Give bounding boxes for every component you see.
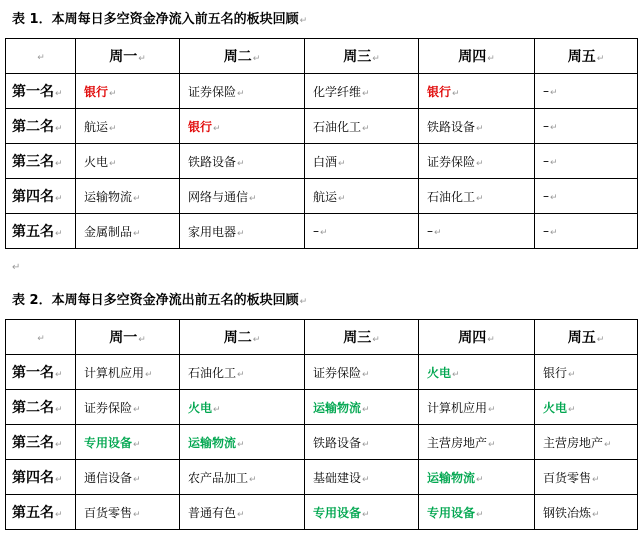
- sector-cell: –↵: [535, 109, 638, 144]
- column-header: 周四↵: [419, 39, 535, 74]
- sector-cell: 金属制品↵: [76, 214, 180, 249]
- sector-cell: 石油化工↵: [305, 109, 419, 144]
- table-row: [6, 355, 638, 390]
- header-row: [6, 320, 638, 355]
- sector-cell: 农产品加工↵: [180, 460, 305, 495]
- sector-cell: 专用设备↵: [305, 495, 419, 530]
- sector-cell: 通信设备↵: [76, 460, 180, 495]
- column-header: 周三↵: [305, 320, 419, 355]
- sector-cell: –↵: [535, 179, 638, 214]
- table-row: [6, 144, 638, 179]
- sector-cell: 运输物流↵: [419, 460, 535, 495]
- outflow-table: [5, 319, 638, 530]
- sector-cell: 主营房地产↵: [419, 425, 535, 460]
- sector-cell: 百货零售↵: [535, 460, 638, 495]
- column-header: 周三↵: [305, 39, 419, 74]
- sector-cell: 主营房地产↵: [535, 425, 638, 460]
- sector-cell: 航运↵: [305, 179, 419, 214]
- sector-cell: –↵: [305, 214, 419, 249]
- sector-cell: 证券保险↵: [305, 355, 419, 390]
- inflow-table: [5, 38, 638, 249]
- sector-cell: 家用电器↵: [180, 214, 305, 249]
- column-header: 周五↵: [535, 320, 638, 355]
- rank-label: 第五名↵: [6, 495, 76, 530]
- rank-label: 第三名↵: [6, 144, 76, 179]
- sector-cell: 百货零售↵: [76, 495, 180, 530]
- sector-cell: –↵: [535, 144, 638, 179]
- sector-cell: 网络与通信↵: [180, 179, 305, 214]
- sector-cell: 计算机应用↵: [76, 355, 180, 390]
- sector-cell: 证券保险↵: [76, 390, 180, 425]
- sector-cell: –↵: [535, 74, 638, 109]
- table1-caption: 表 1．本周每日多空资金净流入前五名的板块回顾↵: [12, 12, 308, 27]
- corner-cell: ↵: [6, 39, 76, 74]
- sector-cell: 铁路设备↵: [305, 425, 419, 460]
- sector-cell: 火电↵: [180, 390, 305, 425]
- table-row: [6, 109, 638, 144]
- rank-label: 第二名↵: [6, 390, 76, 425]
- rank-label: 第四名↵: [6, 179, 76, 214]
- sector-cell: 火电↵: [76, 144, 180, 179]
- rank-label: 第五名↵: [6, 214, 76, 249]
- sector-cell: 银行↵: [535, 355, 638, 390]
- sector-cell: 运输物流↵: [180, 425, 305, 460]
- rank-label: 第一名↵: [6, 74, 76, 109]
- rank-label: 第四名↵: [6, 460, 76, 495]
- sector-cell: 计算机应用↵: [419, 390, 535, 425]
- sector-cell: 银行↵: [76, 74, 180, 109]
- sector-cell: 石油化工↵: [419, 179, 535, 214]
- sector-cell: 专用设备↵: [419, 495, 535, 530]
- paragraph-mark: ↵: [12, 262, 21, 273]
- table-row: [6, 460, 638, 495]
- rank-label: 第一名↵: [6, 355, 76, 390]
- table2-caption: 表 2．本周每日多空资金净流出前五名的板块回顾↵: [12, 293, 308, 308]
- sector-cell: 火电↵: [419, 355, 535, 390]
- table-row: [6, 179, 638, 214]
- sector-cell: –↵: [419, 214, 535, 249]
- column-header: 周二↵: [180, 39, 305, 74]
- table-row: [6, 74, 638, 109]
- outflow-table-body: [6, 320, 638, 530]
- sector-cell: 专用设备↵: [76, 425, 180, 460]
- header-row: [6, 39, 638, 74]
- sector-cell: 火电↵: [535, 390, 638, 425]
- sector-cell: 石油化工↵: [180, 355, 305, 390]
- sector-cell: 银行↵: [180, 109, 305, 144]
- sector-cell: 证券保险↵: [419, 144, 535, 179]
- sector-cell: 铁路设备↵: [180, 144, 305, 179]
- sector-cell: 银行↵: [419, 74, 535, 109]
- column-header: 周二↵: [180, 320, 305, 355]
- sector-cell: 白酒↵: [305, 144, 419, 179]
- sector-cell: 运输物流↵: [76, 179, 180, 214]
- column-header: 周一↵: [76, 320, 180, 355]
- table-row: [6, 214, 638, 249]
- column-header: 周一↵: [76, 39, 180, 74]
- column-header: 周四↵: [419, 320, 535, 355]
- sector-cell: 化学纤维↵: [305, 74, 419, 109]
- sector-cell: 钢铁冶炼↵: [535, 495, 638, 530]
- column-header: 周五↵: [535, 39, 638, 74]
- rank-label: 第三名↵: [6, 425, 76, 460]
- table-row: [6, 495, 638, 530]
- sector-cell: 运输物流↵: [305, 390, 419, 425]
- table-row: [6, 425, 638, 460]
- corner-cell: ↵: [6, 320, 76, 355]
- sector-cell: 证券保险↵: [180, 74, 305, 109]
- sector-cell: –↵: [535, 214, 638, 249]
- inflow-table-body: [6, 39, 638, 249]
- sector-cell: 铁路设备↵: [419, 109, 535, 144]
- table-row: [6, 390, 638, 425]
- rank-label: 第二名↵: [6, 109, 76, 144]
- sector-cell: 基础建设↵: [305, 460, 419, 495]
- sector-cell: 普通有色↵: [180, 495, 305, 530]
- sector-cell: 航运↵: [76, 109, 180, 144]
